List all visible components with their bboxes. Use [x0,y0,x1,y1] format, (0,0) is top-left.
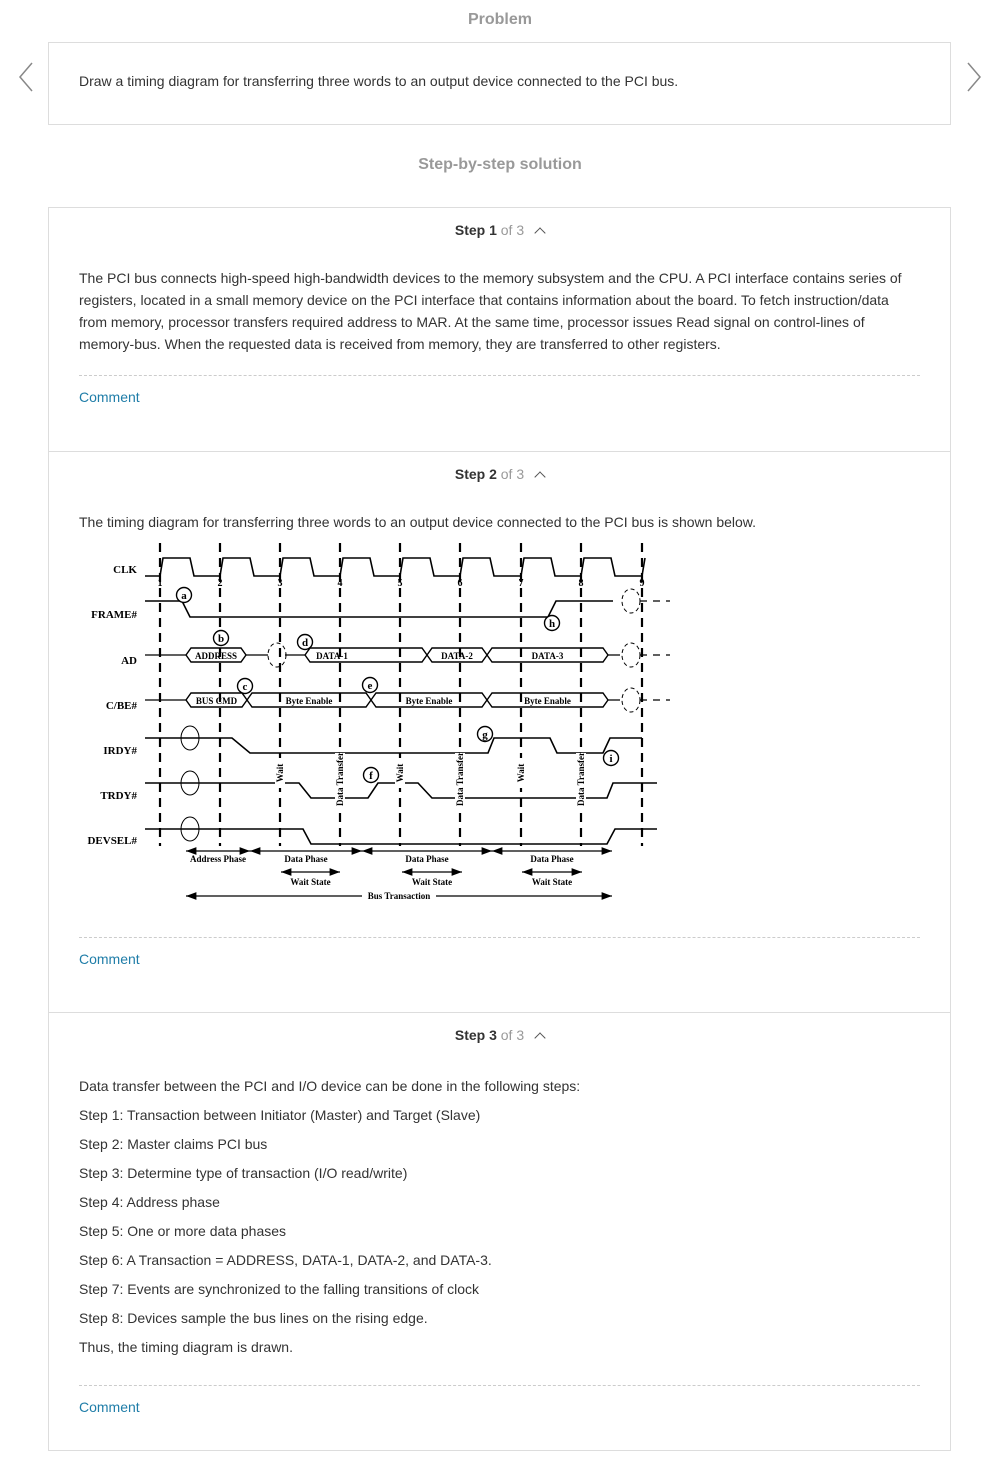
clock-number: 9 [639,578,645,589]
step-paragraph: Step 7: Events are synchronized to the falling transitions of clock [79,1281,479,1297]
step-header[interactable] [49,1013,950,1047]
step-count: of 3 [500,466,525,482]
step-3 [49,1013,950,1451]
tristate-turnaround-icon [622,589,640,613]
event-marker-label: g [482,729,488,741]
clock-number: 1 [157,578,163,589]
chevron-right-icon [964,60,984,94]
signal-label: IRDY# [103,745,137,757]
step-paragraph: The PCI bus connects high-speed high-bandwidth devices to the memory subsystem and the CPU. A PCI interface contains series of registers, located in a small memory device on the PCI interface that contains information about the board. To fetch instruction/data from memory, processor transfers required address to MAR. At the same time, processor issues Read signal on control-lines of memory-bus. When the requested data is received from memory, they are transferred to other registers. [79,270,902,352]
cbe-field-label: Byte Enable [405,696,453,706]
ad-field-label: DATA-3 [531,651,564,661]
comment-link[interactable]: Comment [79,389,140,405]
event-marker-label: d [301,637,309,649]
step-body [49,242,950,375]
comment-link[interactable]: Comment [79,1399,140,1415]
clock-number: 6 [457,578,463,589]
vertical-label: Wait [395,763,405,783]
ad-field-label: DATA-1 [316,651,348,661]
divider [79,937,920,938]
vertical-label: Data Transfer [455,752,465,806]
step-paragraph: Step 1: Transaction between Initiator (Master) and Target (Slave) [79,1107,481,1123]
signal-label: TRDY# [100,790,137,802]
vertical-label: Data Transfer [335,752,345,806]
step-count: of 3 [500,222,525,238]
vertical-label: Data Transfer [576,752,586,806]
tristate-turnaround-icon [622,643,640,667]
step-count: of 3 [500,1027,525,1043]
ad-field-label: ADDRESS [194,651,238,661]
pci-timing-diagram [80,541,680,911]
problem-box [48,42,951,125]
ad-field-label: DATA-2 [441,651,473,661]
step-label: Step 1 [454,222,497,238]
chevron-up-icon[interactable] [534,227,545,238]
phase-label: Data Phase [284,854,328,864]
turnaround-icon [268,643,286,667]
event-marker-label: b [217,633,225,645]
next-button[interactable] [964,60,984,94]
cbe-field-label: BUS CMD [195,696,238,706]
event-marker-label: e [367,680,373,692]
problem-title: Problem [467,11,532,28]
step-paragraph: Step 2: Master claims PCI bus [79,1136,268,1152]
step-body [49,486,950,533]
step-paragraph: Thus, the timing diagram is drawn. [79,1339,293,1355]
clock-number: 5 [397,578,403,589]
clock-number: 4 [337,578,343,589]
phase-label: Data Phase [405,854,449,864]
chevron-up-icon[interactable] [534,471,545,482]
step-paragraph: Data transfer between the PCI and I/O device can be done in the following steps: [79,1078,581,1094]
event-marker-label: c [242,681,248,693]
event-marker-label: h [548,618,556,630]
problem-text: Draw a timing diagram for transferring three words to an output device connected to the PCI bus. [79,73,679,89]
frame-waveform [145,601,613,617]
prev-button[interactable] [16,60,36,94]
step-1 [49,208,950,452]
steps-container [48,207,951,1451]
signal-label: FRAME# [91,609,137,621]
event-marker-label: f [369,770,373,782]
clock-number: 7 [518,578,524,589]
chevron-up-icon[interactable] [534,1032,545,1043]
event-marker-label: i [609,753,613,765]
phase-label: Data Phase [530,854,574,864]
vertical-label: Wait [275,763,285,783]
clock-number: 2 [217,578,223,589]
signal-label: DEVSEL# [87,835,137,847]
cbe-field-label: Byte Enable [285,696,333,706]
phase-label: Address Phase [189,854,247,864]
wait-state-label: Wait State [290,877,331,887]
step-2 [49,452,950,1013]
comment-link[interactable]: Comment [79,951,140,967]
step-body [49,1047,950,1372]
step-paragraph: Step 3: Determine type of transaction (I/O read/write) [79,1165,408,1181]
wait-state-label: Wait State [531,877,573,887]
vertical-label: Wait [516,763,526,783]
step-header[interactable] [49,452,950,486]
solution-title: Step-by-step solution [418,156,582,173]
step-label: Step 3 [454,1027,497,1043]
clock-number: 8 [578,578,584,589]
chevron-left-icon [16,60,36,94]
signal-label: C/BE# [105,700,137,712]
step-label: Step 2 [454,466,497,482]
step-paragraph: Step 6: A Transaction = ADDRESS, DATA-1, DATA-2, and DATA-3. [79,1252,492,1268]
event-marker-label: a [181,590,187,602]
signal-label: CLK [113,564,137,576]
step-header[interactable] [49,208,950,242]
bus-transaction-label: Bus Transaction [367,891,431,901]
step-paragraph: The timing diagram for transferring three words to an output device connected to the PCI bus is shown below. [79,514,757,530]
tristate-turnaround-icon [622,688,640,712]
cbe-field-label: Byte Enable [524,696,571,706]
step-paragraph: Step 5: One or more data phases [79,1223,287,1239]
step-paragraph: Step 4: Address phase [79,1194,220,1210]
wait-state-label: Wait State [411,877,453,887]
step-paragraph: Step 8: Devices sample the bus lines on the rising edge. [79,1310,428,1326]
clock-number: 3 [277,578,283,589]
signal-label: AD [121,655,137,667]
